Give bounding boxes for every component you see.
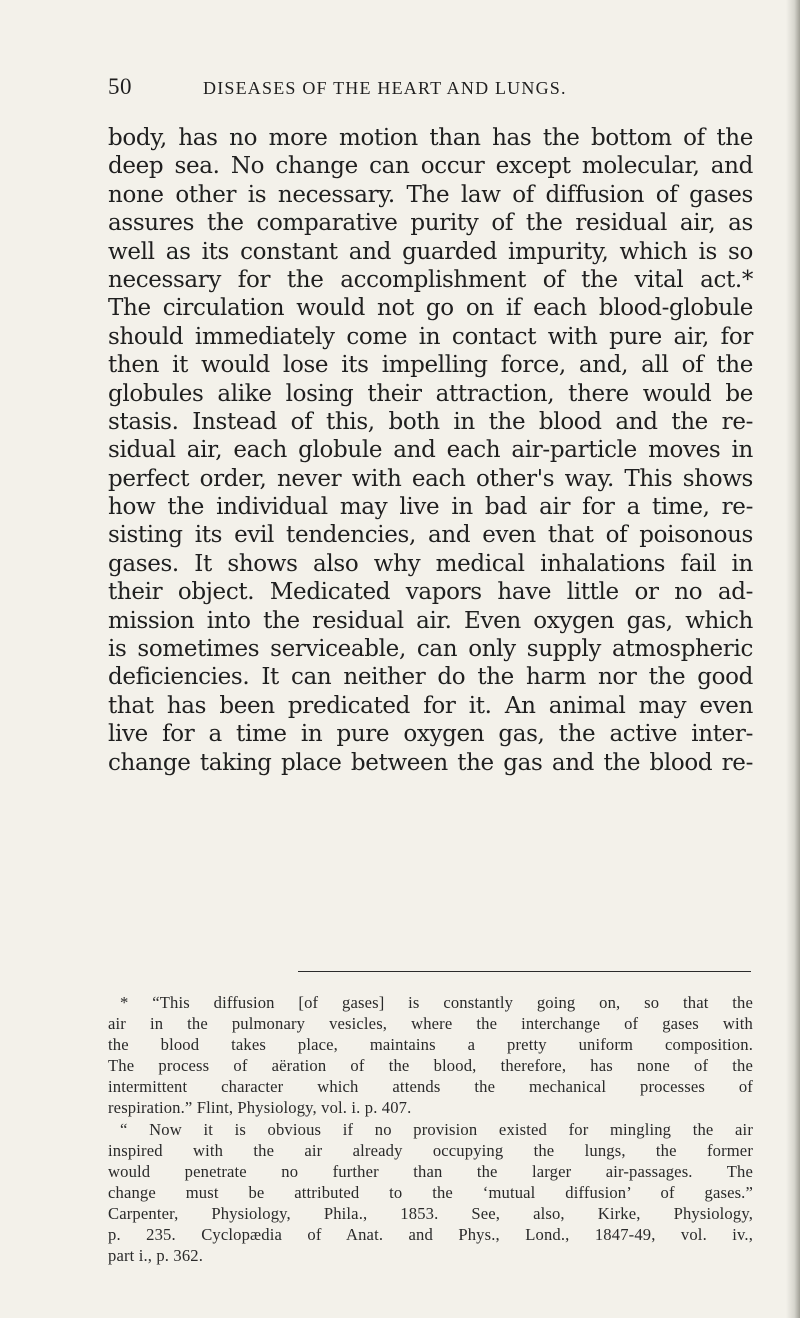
footnote-line: change must be attributed to the ‘mutual diffusion’ of gases.”	[108, 1182, 753, 1202]
footnote-line: Carpenter, Physiology, Phila., 1853. See, also, Kirke, Physiology,	[108, 1203, 753, 1223]
footnote-line: respiration.” Flint, Physiology, vol. i. p. 407.	[108, 1098, 412, 1118]
page-number: 50	[108, 74, 132, 99]
body-line: globules alike losing their attraction, there would be	[108, 380, 753, 407]
body-line: well as its constant and guarded impurity, which is so	[108, 238, 753, 265]
footnote-line: air in the pulmonary vesicles, where the interchange of gases with	[108, 1014, 753, 1034]
body-line: necessary for the accomplishment of the vital act.*	[108, 266, 753, 293]
footnote-line: * “This diffusion [of gases] is constantly going on, so that the	[120, 993, 753, 1012]
footnote	[108, 992, 753, 1266]
page-edge-shadow	[786, 0, 800, 1318]
body-line: then it would lose its impelling force, and, all of the	[108, 352, 753, 379]
body-line: body, has no more motion than has the bottom of the	[108, 125, 753, 151]
body-line: perfect order, never with each other's way. This shows	[108, 465, 753, 492]
body-line: The circulation would not go on if each blood-globule	[108, 295, 753, 322]
footnote-line: p. 235. Cyclopædia of Anat. and Phys., Lond., 1847-49, vol. iv.,	[108, 1225, 753, 1245]
running-title: DISEASES OF THE HEART AND LUNGS.	[203, 78, 567, 98]
footnote-line: would penetrate no further than the larger air-passages. The	[108, 1161, 753, 1181]
body-line: how the individual may live in bad air for a time, re-	[108, 494, 753, 521]
body-text	[108, 124, 753, 777]
body-line: their object. Medicated vapors have little or no ad-	[108, 579, 753, 606]
body-line: deficiencies. It can neither do the harm nor the good	[108, 664, 753, 691]
body-line: should immediately come in contact with pure air, for	[108, 323, 753, 350]
body-line: that has been predicated for it. An animal may even	[108, 692, 753, 719]
footnote-line: intermittent character which attends the mechanical processes of	[108, 1077, 753, 1097]
body-line: gases. It shows also why medical inhalations fail in	[108, 550, 753, 577]
body-line: stasis. Instead of this, both in the blood and the re-	[108, 408, 753, 435]
footnote-line: the blood takes place, maintains a pretty uniform composition.	[108, 1035, 753, 1055]
body-line: live for a time in pure oxygen gas, the active inter-	[108, 721, 753, 748]
running-head	[108, 74, 753, 104]
body-line: assures the comparative purity of the residual air, as	[108, 210, 753, 237]
body-line: is sometimes serviceable, can only supply atmospheric	[108, 636, 753, 663]
body-line: deep sea. No change can occur except molecular, and	[108, 153, 753, 180]
footnote-divider	[298, 971, 751, 972]
body-line: change taking place between the gas and the blood re-	[108, 749, 753, 776]
body-line: none other is necessary. The law of diffusion of gases	[108, 181, 753, 208]
footnote-line: “ Now it is obvious if no provision existed for mingling the air	[120, 1119, 753, 1139]
footnote-line: inspired with the air already occupying the lungs, the former	[108, 1140, 753, 1160]
body-line: mission into the residual air. Even oxygen gas, which	[108, 607, 753, 634]
body-line: sisting its evil tendencies, and even that of poisonous	[108, 522, 753, 549]
body-line: sidual air, each globule and each air-particle moves in	[108, 437, 753, 464]
footnote-line: part i., p. 362.	[108, 1246, 204, 1266]
footnote-line: The process of aëration of the blood, therefore, has none of the	[108, 1056, 753, 1076]
